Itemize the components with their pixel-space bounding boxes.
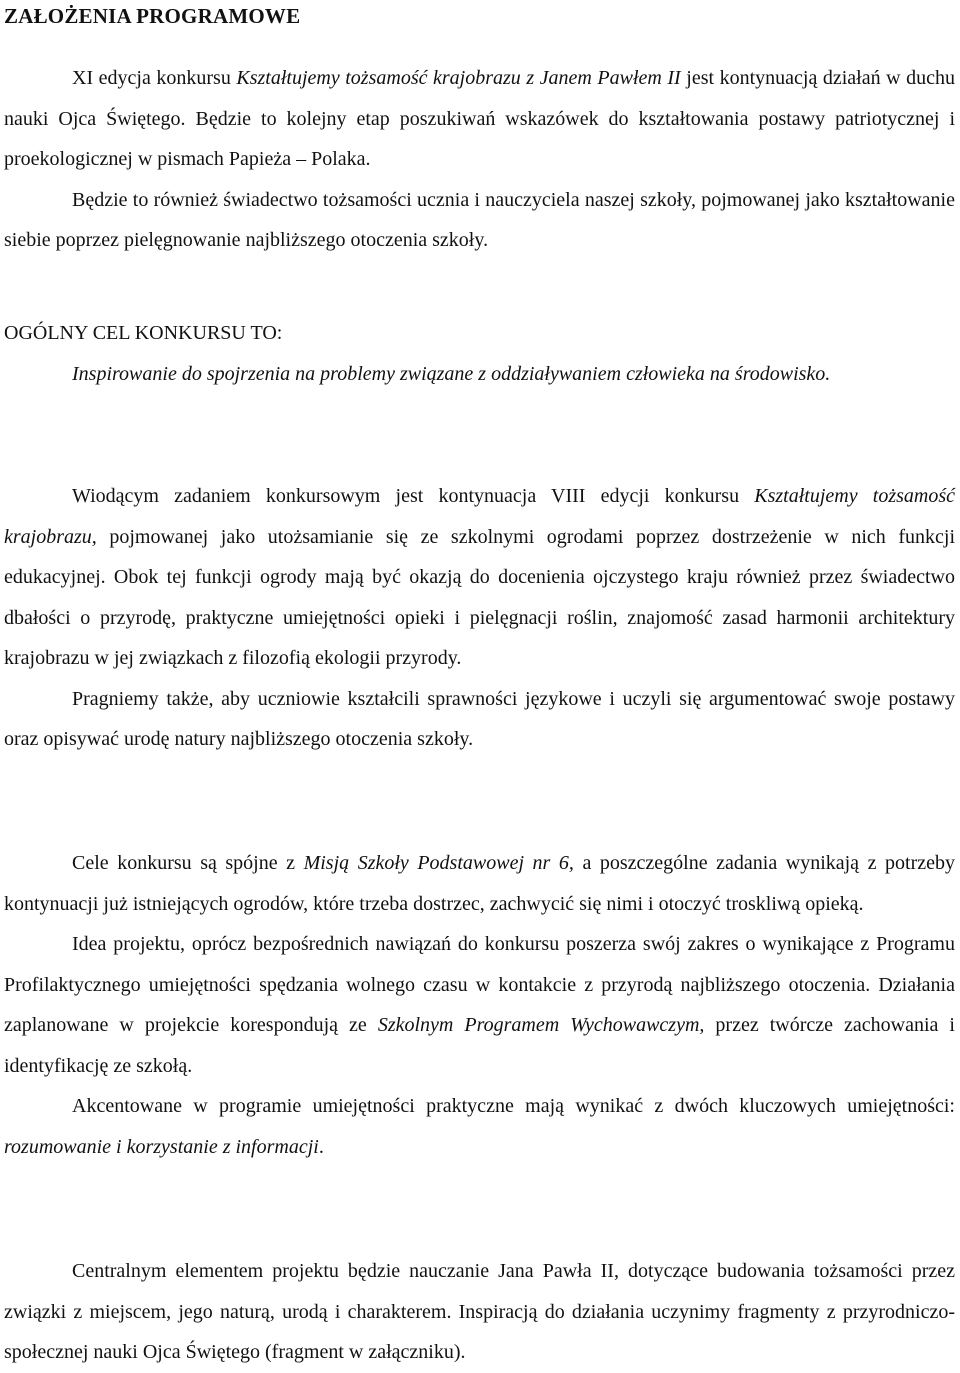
goals-paragraph-3 xyxy=(4,1086,955,1167)
task-section xyxy=(4,476,955,760)
goals-section xyxy=(4,843,955,1167)
intro-text-a: XI edycja konkursu xyxy=(72,67,237,89)
goals-paragraph-1 xyxy=(4,843,955,924)
goals-mission-title: Misją Szkoły Podstawowej nr 6, xyxy=(303,852,574,874)
goals-text-c: a poszczególne zadania wynikają z potrzeby kontynuacji już istniejących ogrodów, które trzeba dostrzec, zachwycić się nimi i otoczyć troskliwą opieką. xyxy=(4,852,955,915)
goals-p3-text-a: Akcentowane w programie umiejętności praktyczne mają wynikać z dwóch kluczowych umiejętności: xyxy=(72,1095,955,1117)
task-text-c: pojmowanej jako utożsamianie się ze szkolnymi ogrodami poprzez dostrzeżenie w nich funkcji edukacyjnej. Obok tej funkcji ogrody mają być okazją do docenienia ojczystego kraju również przez świadectwo dbałości o przyrodę, praktyczne umiejętności opieki i pielęgnacji roślin, znajomość zasad harmonii architektury krajobrazu w jej związkach z filozofią ekologii przyrody. xyxy=(4,525,955,669)
central-paragraph: Centralnym elementem projektu będzie nauczanie Jana Pawła II, dotyczące budowania tożsamości przez związki z miejscem, jego naturą, urodą i charakterem. Inspiracją do działania uczynimy fragmenty z przyrodniczo-społecznej nauki Ojca Świętego (fragment w załączniku). xyxy=(4,1260,955,1363)
task-text-a: Wiodącym zadaniem konkursowym jest kontynuacja VIII edycji konkursu xyxy=(72,485,755,507)
goals-skills: rozumowanie i korzystanie z informacji xyxy=(4,1135,319,1158)
intro-section xyxy=(4,58,955,261)
intro-contest-title: Kształtujemy tożsamość krajobrazu z Janem Pawłem II xyxy=(236,67,681,89)
goal-section xyxy=(4,354,955,395)
intro-paragraph-1 xyxy=(4,58,955,180)
intro-text-c: jest kontynuacją działań w duchu nauki Ojca Świętego. Będzie to kolejny etap poszukiwań wskazówek do kształtowania postawy patriotycznej i proekologicznej w pismach Papieża – Polaka. xyxy=(4,67,956,170)
central-section xyxy=(4,1251,955,1373)
task-paragraph-1 xyxy=(4,476,955,679)
goals-paragraph-2 xyxy=(4,924,955,1086)
goals-program-title: Szkolnym Programem Wychowawczym, xyxy=(377,1014,705,1036)
goals-p2-text-a: Idea projektu, oprócz bezpośrednich nawiązań do konkursu poszerza swój zakres o wynikające z Programu Profilaktycznego umiejętności spędzania wolnego czasu w kontakcie z przyrodą najbliższego otoczenia. Działania zaplanowane w projekcie korespondują ze xyxy=(4,933,955,1036)
goal-text: Inspirowanie do spojrzenia na problemy związane z oddziaływaniem człowieka na środowisko. xyxy=(72,363,831,385)
goal-heading: OGÓLNY CEL KONKURSU TO: xyxy=(4,322,283,344)
task-paragraph-2: Pragniemy także, aby uczniowie kształcili sprawności językowe i uczyli się argumentować swoje postawy oraz opisywać urodę natury najbliższego otoczenia szkoły. xyxy=(4,687,955,750)
intro-paragraph-2: Będzie to również świadectwo tożsamości ucznia i nauczyciela naszej szkoły, pojmowanej jako kształtowanie siebie poprzez pielęgnowanie najbliższego otoczenia szkoły. xyxy=(4,188,955,251)
document-title: ZAŁOŻENIA PROGRAMOWE xyxy=(4,4,301,28)
goals-p2-text-c: przez twórcze zachowania i identyfikację ze szkołą. xyxy=(4,1014,955,1077)
goals-p3-text-c: . xyxy=(318,1135,324,1158)
task-contest-title: Kształtujemy tożsamość krajobrazu, xyxy=(4,485,955,548)
goals-text-a: Cele konkursu są spójne z xyxy=(72,852,304,874)
